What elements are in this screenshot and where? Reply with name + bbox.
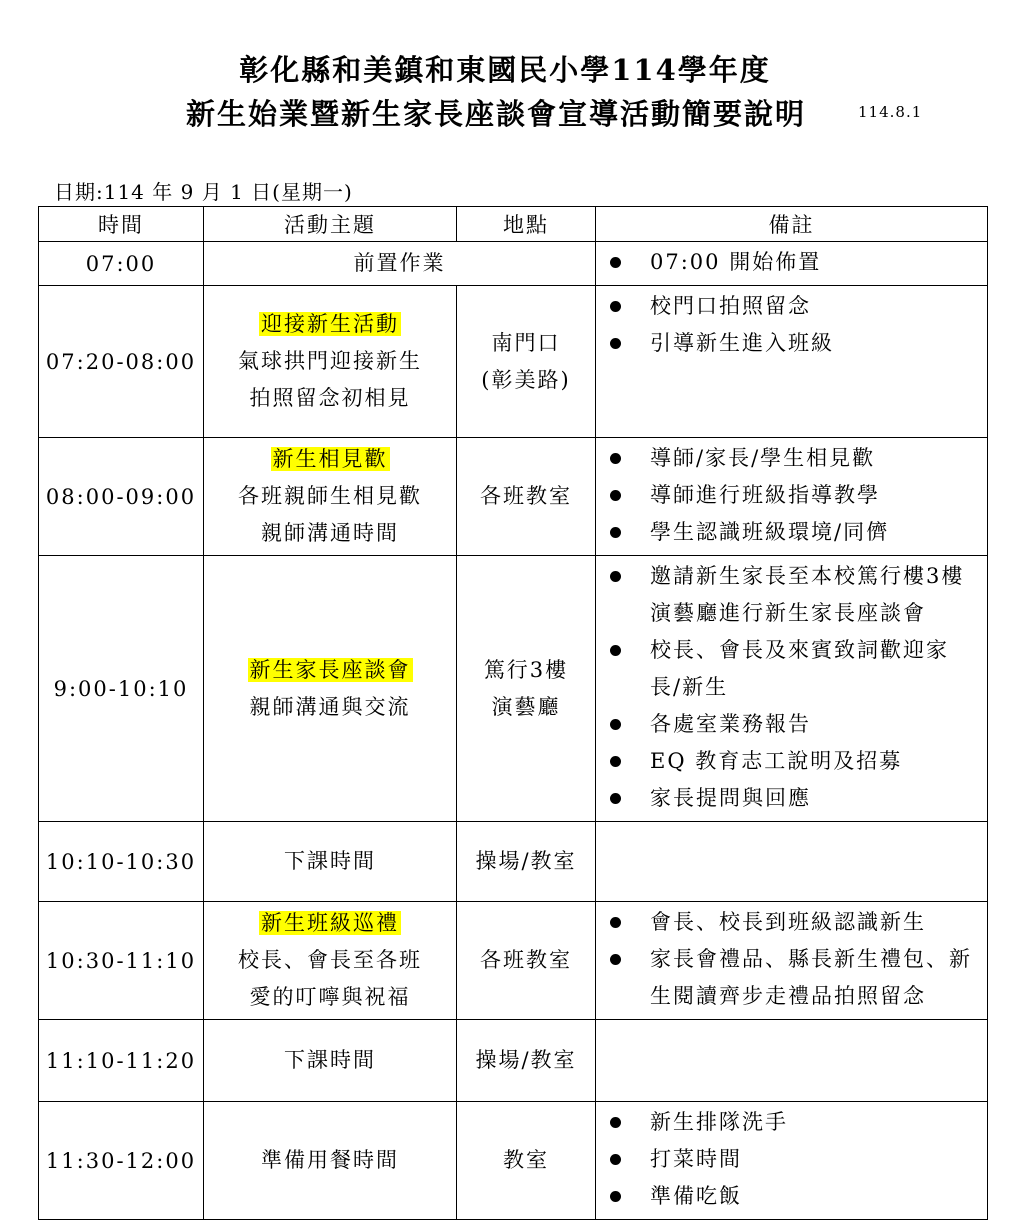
- title-line-1: 彰化縣和美鎮和東國民小學114學年度: [239, 53, 771, 87]
- location-cell: 篤行3樓 演藝廳: [457, 556, 596, 822]
- column-header-time: 時間: [39, 207, 204, 242]
- activity-line: 下課時間: [284, 1048, 376, 1072]
- note-item: 07:00 開始佈置: [596, 244, 987, 281]
- time-cell: 07:00: [39, 242, 204, 286]
- activity-line: 氣球拱門迎接新生: [238, 349, 422, 373]
- activity-cell: 前置作業: [204, 242, 596, 286]
- note-item: 新生排隊洗手: [596, 1104, 987, 1141]
- activity-line: 親師溝通時間: [261, 521, 399, 545]
- location-cell: 各班教室: [457, 438, 596, 556]
- location-cell: 操場/教室: [457, 1020, 596, 1102]
- activity-cell: [204, 556, 457, 822]
- activity-highlight: 新生家長座談會: [249, 657, 411, 682]
- activity-line: 親師溝通與交流: [249, 694, 411, 719]
- activity-line: 拍照留念初相見: [249, 386, 411, 410]
- table-row: [39, 286, 988, 438]
- note-item: 校門口拍照留念: [596, 288, 987, 325]
- table-row: [39, 242, 988, 286]
- note-item: 家長提問與回應: [596, 780, 987, 817]
- schedule-table: [38, 206, 988, 1220]
- bullet-icon: [610, 453, 621, 464]
- bullet-icon: [610, 490, 621, 501]
- bullet-icon: [610, 1191, 621, 1202]
- activity-cell: [204, 1102, 457, 1220]
- activity-cell: [204, 286, 457, 438]
- activity-cell: [204, 822, 457, 902]
- notes-cell: [596, 1020, 988, 1102]
- note-item: 邀請新生家長至本校篤行樓3樓演藝廳進行新生家長座談會: [596, 558, 987, 632]
- time-cell: 07:20-08:00: [39, 286, 204, 438]
- bullet-icon: [610, 257, 621, 268]
- time-cell: 10:10-10:30: [39, 822, 204, 902]
- note-item: 引導新生進入班級: [596, 325, 987, 362]
- activity-line: 下課時間: [284, 849, 376, 873]
- column-header-location: 地點: [457, 207, 596, 242]
- bullet-icon: [610, 954, 621, 965]
- table-row: [39, 556, 988, 822]
- location-cell: 操場/教室: [457, 822, 596, 902]
- table-row: [39, 1020, 988, 1102]
- table-row: [39, 902, 988, 1020]
- note-item: 校長、會長及來賓致詞歡迎家長/新生: [596, 632, 987, 706]
- notes-cell: [596, 822, 988, 902]
- column-header-notes: 備註: [596, 207, 988, 242]
- location-cell: 南門口 (彰美路): [457, 286, 596, 438]
- table-row: [39, 822, 988, 902]
- column-header-activity: 活動主題: [204, 207, 457, 242]
- note-item: 學生認識班級環境/同儕: [596, 514, 987, 551]
- notes-cell: [596, 242, 988, 286]
- activity-highlight: 新生班級巡禮: [261, 911, 399, 935]
- time-cell: 10:30-11:10: [39, 902, 204, 1020]
- bullet-icon: [610, 719, 621, 730]
- notes-cell: [596, 1102, 988, 1220]
- bullet-icon: [610, 1154, 621, 1165]
- bullet-icon: [610, 571, 621, 582]
- activity-line: 校長、會長至各班: [238, 948, 422, 972]
- notes-cell: [596, 556, 988, 822]
- activity-cell: [204, 902, 457, 1020]
- activity-line: 愛的叮嚀與祝福: [249, 985, 411, 1009]
- location-cell: 教室: [457, 1102, 596, 1220]
- time-cell: 11:30-12:00: [39, 1102, 204, 1220]
- bullet-icon: [610, 793, 621, 804]
- table-row: [39, 438, 988, 556]
- note-item: 家長會禮品、縣長新生禮包、新生閱讀齊步走禮品拍照留念: [596, 941, 987, 1015]
- bullet-icon: [610, 527, 621, 538]
- notes-cell: [596, 438, 988, 556]
- note-item: 導師進行班級指導教學: [596, 477, 987, 514]
- title-line-2: 新生始業暨新生家長座談會宣導活動簡要說明: [186, 97, 807, 131]
- activity-line: 準備用餐時間: [261, 1148, 399, 1172]
- notes-cell: [596, 902, 988, 1020]
- location-cell: 各班教室: [457, 902, 596, 1020]
- time-cell: 9:00-10:10: [39, 556, 204, 822]
- activity-highlight: 迎接新生活動: [261, 312, 399, 336]
- activity-line: 各班親師生相見歡: [238, 484, 422, 508]
- time-cell: 08:00-09:00: [39, 438, 204, 556]
- notes-cell: [596, 286, 988, 438]
- document-date: 114.8.1: [858, 103, 923, 121]
- note-item: 打菜時間: [596, 1141, 987, 1178]
- note-item: EQ 教育志工說明及招募: [596, 743, 987, 780]
- bullet-icon: [610, 1117, 621, 1128]
- bullet-icon: [610, 756, 621, 767]
- bullet-icon: [610, 301, 621, 312]
- time-cell: 11:10-11:20: [39, 1020, 204, 1102]
- table-row: [39, 1102, 988, 1220]
- activity-cell: [204, 1020, 457, 1102]
- note-item: 準備吃飯: [596, 1178, 987, 1215]
- activity-cell: [204, 438, 457, 556]
- bullet-icon: [610, 338, 621, 349]
- note-item: 導師/家長/學生相見歡: [596, 440, 987, 477]
- bullet-icon: [610, 917, 621, 928]
- bullet-icon: [610, 645, 621, 656]
- activity-highlight: 新生相見歡: [272, 447, 388, 471]
- note-item: 各處室業務報告: [596, 706, 987, 743]
- note-item: 會長、校長到班級認識新生: [596, 904, 987, 941]
- table-header-row: [39, 207, 988, 242]
- event-date: 日期:114 年 9 月 1 日(星期一): [54, 180, 353, 204]
